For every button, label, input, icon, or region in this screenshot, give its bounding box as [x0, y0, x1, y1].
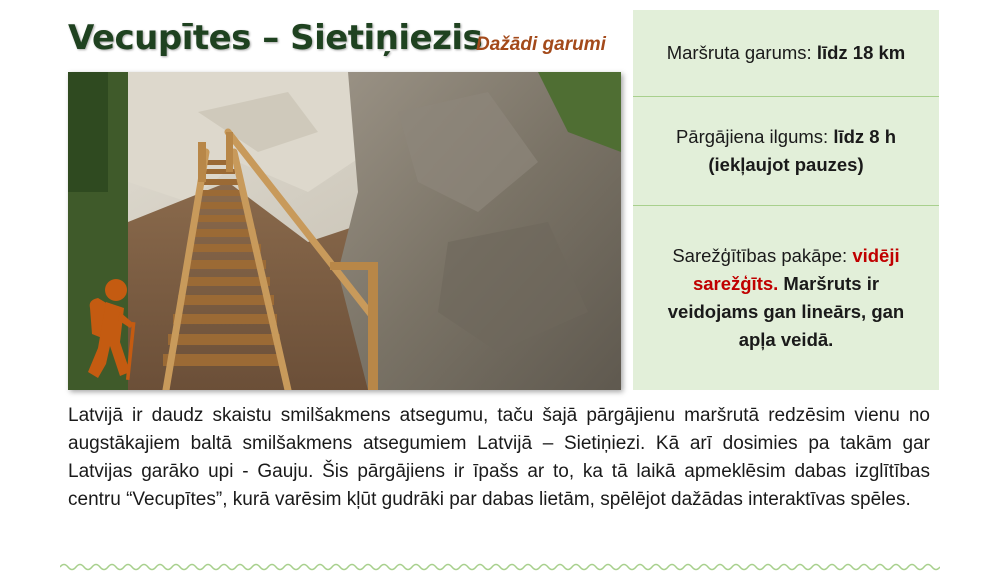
difficulty-label: Sarežģītības pakāpe:	[672, 245, 853, 266]
route-length-value: līdz 18 km	[816, 42, 906, 63]
route-length-label: Maršruta garums:	[666, 42, 817, 63]
route-length-cell	[633, 10, 939, 97]
route-length-subtitle: Dažādi garumi	[476, 34, 606, 55]
difficulty-cell	[633, 206, 939, 390]
route-photo	[68, 72, 621, 390]
hike-duration-value: līdz 8 h	[833, 126, 897, 147]
wavy-divider	[60, 560, 940, 574]
hike-duration-note: (iekļaujot pauzes)	[708, 154, 864, 175]
difficulty-value: vidēji sarežģīts.	[692, 245, 900, 294]
sandstone-stairs-photo	[68, 72, 621, 390]
hike-duration-label: Pārgājiena ilgums:	[675, 126, 834, 147]
hike-duration-cell	[633, 97, 939, 206]
difficulty-note: Maršruts ir veidojams gan lineārs, gan apļa veidā.	[667, 273, 905, 350]
info-panel	[633, 10, 939, 390]
page-title: Vecupītes – Sietiņiezis	[68, 18, 483, 58]
route-description: Latvijā ir daudz skaistu smilšakmens atsegumu, taču šajā pārgājienu maršrutā redzēsim vienu no augstākajiem baltā smilšakmens atsegumiem Latvijā – Sietiņiezi. Kā arī dosimies pa takām gar Latvijas garāko upi - Gauju. Šis pārgājiens ir īpašs ar to, ka tā laikā apmeklēsim dabas izglītības centru “Vecupītes”, kurā varēsim kļūt gudrāki par dabas lietām, spēlējot dažādas interaktīvas spēles.	[68, 405, 930, 510]
